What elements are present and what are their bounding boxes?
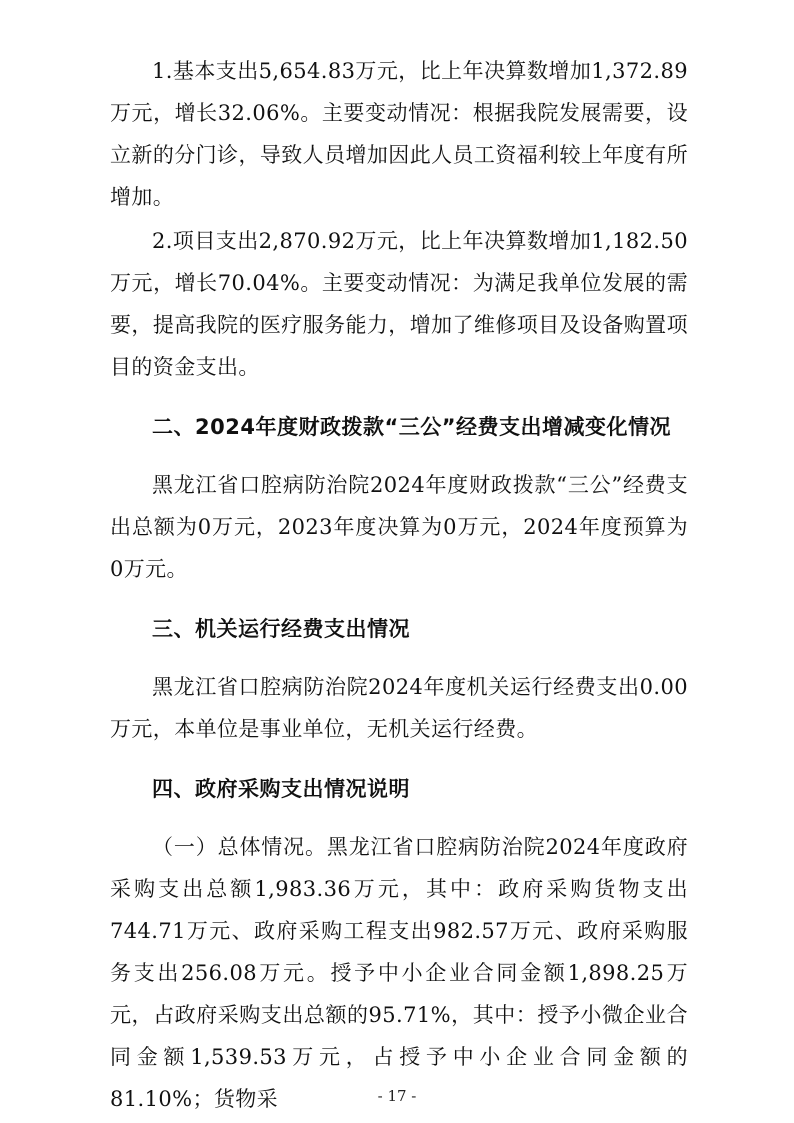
heading-three-public-expenses: 二、2024年度财政拨款“三公”经费支出增减变化情况	[152, 415, 672, 439]
paragraph-three-public-expenses: 黑龙江省口腔病防治院2024年度财政拨款“三公”经费支出总额为0万元，2023年度决算为0万元，2024年度预算为0万元。	[110, 473, 688, 581]
page-content	[110, 50, 688, 1120]
paragraph-basic-expenditure: 1.基本支出5,654.83万元，比上年决算数增加1,372.89万元，增长32.06%。主要变动情况：根据我院发展需要，设立新的分门诊，导致人员增加因此人员工资福利较上年度有所增加。	[110, 59, 688, 209]
paragraph-agency-operating-expenses: 黑龙江省口腔病防治院2024年度机关运行经费支出0.00万元，本单位是事业单位，无机关运行经费。	[110, 675, 688, 741]
heading-agency-operating-expenses: 三、机关运行经费支出情况	[152, 617, 410, 641]
paragraph-project-expenditure: 2.项目支出2,870.92万元，比上年决算数增加1,182.50万元，增长70.04%。主要变动情况：为满足我单位发展的需要，提高我院的医疗服务能力，增加了维修项目及设备购置项目的资金支出。	[110, 229, 688, 379]
heading-government-procurement: 四、政府采购支出情况说明	[152, 777, 410, 801]
paragraph-government-procurement: （一）总体情况。黑龙江省口腔病防治院2024年度政府采购支出总额1,983.36万元，其中：政府采购货物支出744.71万元、政府采购工程支出982.57万元、政府采购服务支出256.08万元。授予中小企业合同金额1,898.25万元，占政府采购支出总额的95.71%，其中：授予小微企业合同金额1,539.53万元，占授予中小企业合同金额的81.10%；货物采	[110, 835, 688, 1111]
page-number: - 17 -	[377, 1087, 417, 1105]
